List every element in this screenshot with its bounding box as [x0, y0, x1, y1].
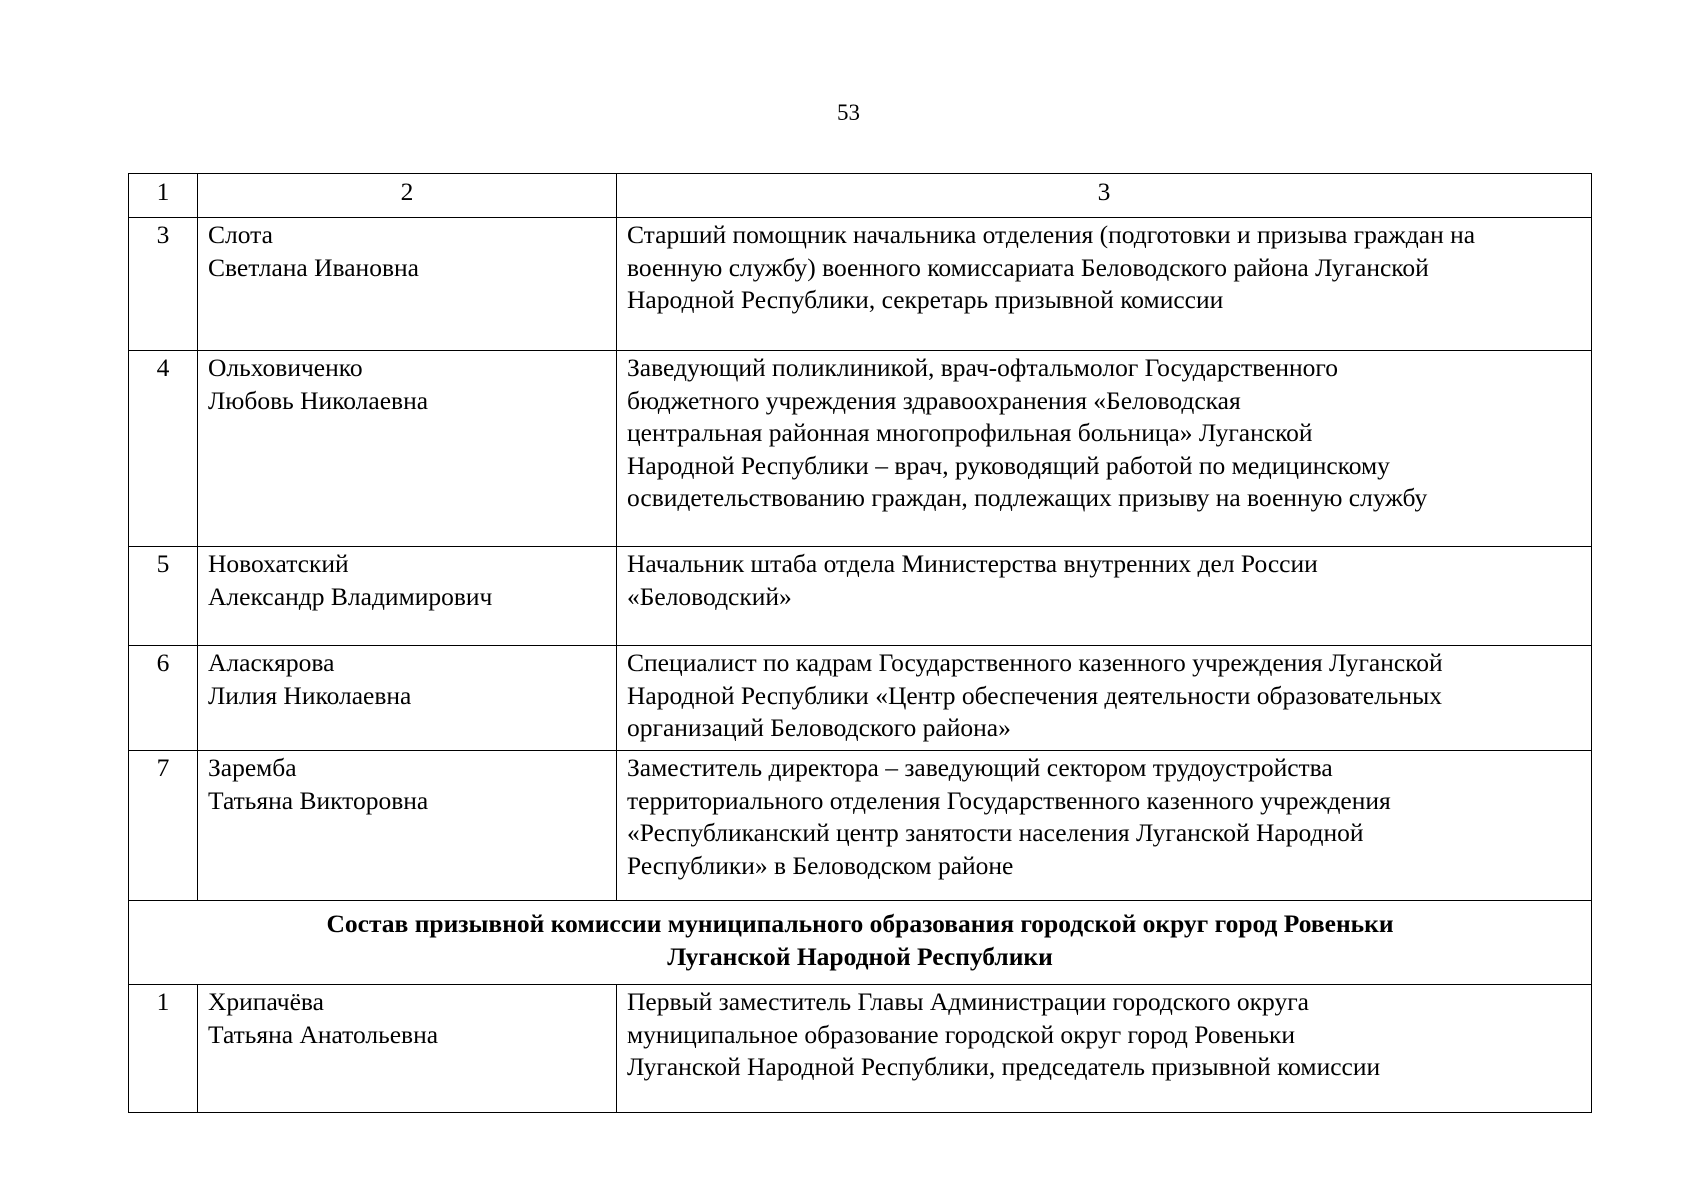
- position-line: Начальник штаба отдела Министерства внутренних дел России: [627, 549, 1318, 578]
- table-row: [129, 751, 1592, 901]
- position-line: центральная районная многопрофильная больница» Луганской: [627, 418, 1313, 447]
- position-line: территориального отделения Государственного казенного учреждения: [627, 785, 1391, 815]
- position-line: Народной Республики – врач, руководящий работой по медицинскому: [627, 450, 1390, 480]
- column-number-header-1: 1: [129, 174, 198, 218]
- row-number: 7: [129, 751, 198, 901]
- position-line: Луганской Народной Республики, председатель призывной комиссии: [627, 1052, 1381, 1081]
- position-line: Старший помощник начальника отделения (подготовки и призыва граждан на: [627, 220, 1476, 249]
- member-given-names: Светлана Ивановна: [208, 252, 419, 282]
- member-name-cell: [198, 646, 617, 751]
- member-position-cell: [617, 985, 1592, 1113]
- member-surname: Ольховиченко: [208, 353, 363, 382]
- position-line: бюджетного учреждения здравоохранения «Беловодская: [627, 385, 1241, 415]
- table-row: [129, 218, 1592, 351]
- member-surname: Заремба: [208, 753, 297, 782]
- position-line: муниципальное образование городской округ город Ровеньки: [627, 1019, 1296, 1049]
- position-line: организаций Беловодского района»: [627, 713, 1011, 742]
- position-line: Народной Республики, секретарь призывной комиссии: [627, 285, 1224, 314]
- commission-table: [128, 173, 1592, 1113]
- position-line: Республики» в Беловодском районе: [627, 850, 1014, 880]
- table-header-row: [129, 174, 1592, 218]
- position-line: «Беловодский»: [627, 581, 792, 611]
- member-given-names: Любовь Николаевна: [208, 385, 429, 415]
- position-line: Специалист по кадрам Государственного казенного учреждения Луганской: [627, 648, 1443, 677]
- position-line: Заместитель директора – заведующий сектором трудоустройства: [627, 753, 1333, 782]
- table-row: [129, 351, 1592, 547]
- member-position-cell: [617, 218, 1592, 351]
- page-number: 53: [837, 100, 860, 125]
- position-line: «Республиканский центр занятости населения Луганской Народной: [627, 818, 1364, 847]
- member-surname: Новохатский: [208, 549, 349, 578]
- table-row: [129, 985, 1592, 1113]
- member-given-names: Татьяна Викторовна: [208, 785, 429, 815]
- column-number-header-2: 2: [198, 174, 617, 218]
- member-position-cell: [617, 751, 1592, 901]
- member-given-names: Александр Владимирович: [208, 581, 493, 611]
- table-row: [129, 547, 1592, 646]
- member-name-cell: [198, 547, 617, 646]
- row-number: 4: [129, 351, 198, 547]
- member-name-cell: [198, 751, 617, 901]
- member-surname: Слота: [208, 220, 273, 249]
- member-position-cell: [617, 547, 1592, 646]
- position-line: Первый заместитель Главы Администрации городского округа: [627, 987, 1310, 1016]
- position-line: Народной Республики «Центр обеспечения деятельности образовательных: [627, 680, 1442, 710]
- member-surname: Аласкярова: [208, 648, 335, 677]
- row-number: 6: [129, 646, 198, 751]
- member-position-cell: [617, 646, 1592, 751]
- section-heading-line: Луганской Народной Республики: [667, 941, 1053, 971]
- row-number: 1: [129, 985, 198, 1113]
- table-row: [129, 646, 1592, 751]
- member-name-cell: [198, 351, 617, 547]
- section-heading: [129, 901, 1592, 985]
- member-surname: Хрипачёва: [208, 987, 324, 1016]
- section-heading-line: Состав призывной комиссии муниципального образования городской округ город Ровеньки: [326, 909, 1394, 938]
- row-number: 3: [129, 218, 198, 351]
- position-line: Заведующий поликлиникой, врач-офтальмолог Государственного: [627, 353, 1338, 382]
- member-name-cell: [198, 985, 617, 1113]
- column-number-header-3: 3: [617, 174, 1592, 218]
- member-given-names: Татьяна Анатольевна: [208, 1019, 439, 1049]
- position-line: военную службу) военного комиссариата Беловодского района Луганской: [627, 252, 1429, 282]
- member-position-cell: [617, 351, 1592, 547]
- member-given-names: Лилия Николаевна: [208, 680, 412, 710]
- member-name-cell: [198, 218, 617, 351]
- position-line: освидетельствованию граждан, подлежащих призыву на военную службу: [627, 483, 1428, 512]
- row-number: 5: [129, 547, 198, 646]
- section-heading-row: [129, 901, 1592, 985]
